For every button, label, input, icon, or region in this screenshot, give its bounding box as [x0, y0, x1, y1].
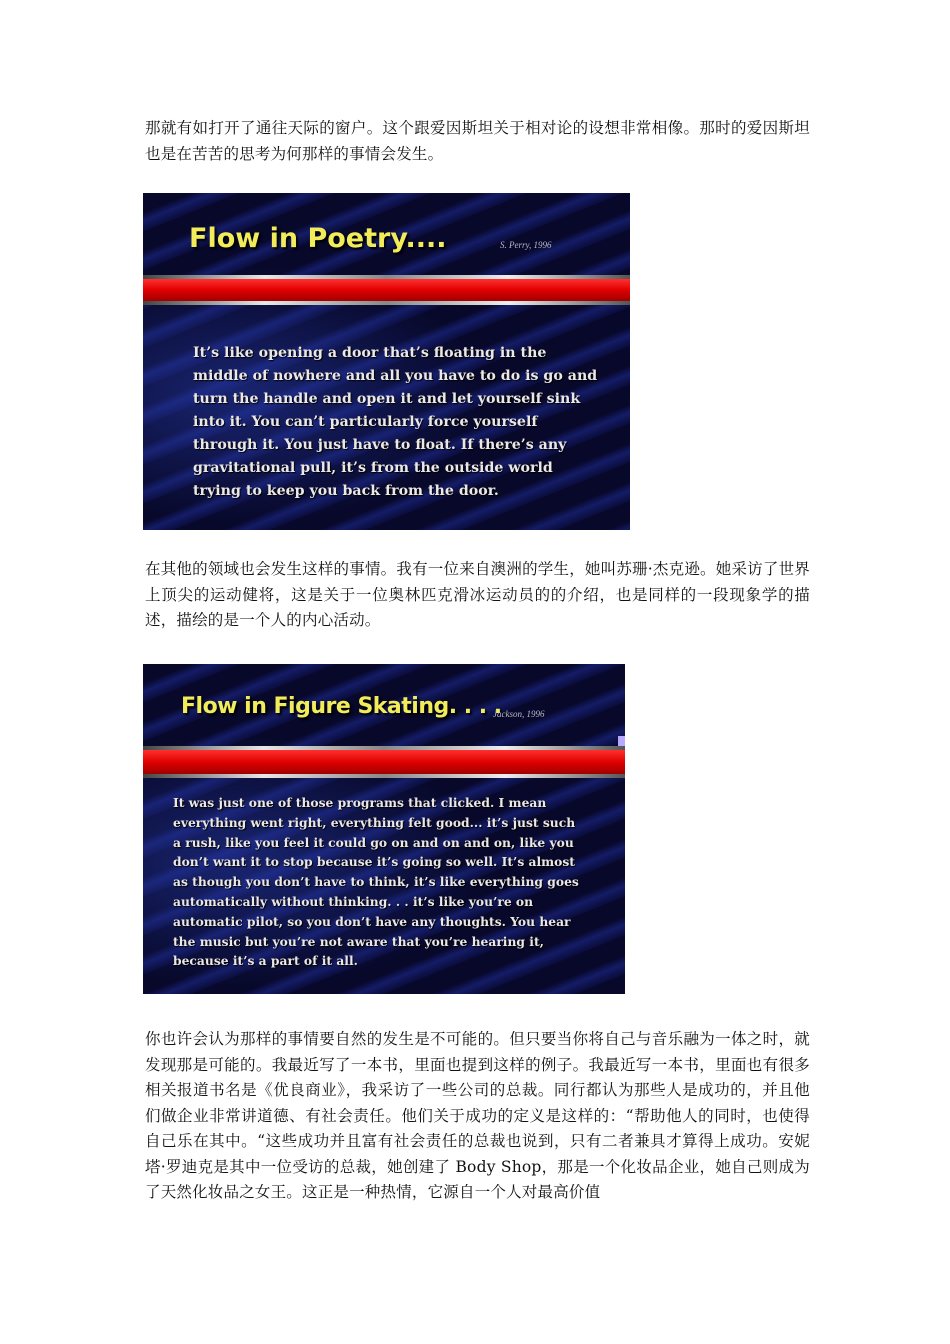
- slide-flow-in-figure-skating: [143, 664, 625, 994]
- slide-quote: It was just one of those programs that clicked. I mean everything went right, everything felt good... it’s just such a rush, like you feel it could go on and on and on, like you don’t want it to stop because it’s going so well. It’s almost as though you don’t have to think, it’s like everything goes automatically without thinking. . . it’s like you’re on automatic pilot, so you don’t have any thoughts. You hear the music but you’re not aware that you’re hearing it, because it’s a part of it all.: [173, 795, 579, 969]
- slide-citation: S. Perry, 1996: [500, 240, 552, 250]
- slide-quote: It’s like opening a door that’s floating in the middle of nowhere and all you have to do is go and turn the handle and open it and let yourself sink into it. You can’t particularly force yourself through it. You just have to float. If there’s any gravitational pull, it’s from the outside world trying to keep you back from the door.: [193, 345, 598, 499]
- slide-divider: [143, 275, 630, 305]
- paragraph-intro: 那就有如打开了通往天际的窗户。这个跟爱因斯坦关于相对论的设想非常相像。那时的爱因斯坦也是在苦苦的思考为何那样的事情会发生。: [145, 119, 810, 163]
- slide-citation: Jackson, 1996: [493, 709, 545, 719]
- slide-title: Flow in Poetry....: [189, 223, 447, 254]
- slide-divider: [143, 746, 625, 778]
- paragraph-good-business: 你也许会认为那样的事情要自然的发生是不可能的。但只要当你将自己与音乐融为一体之时，就发现那是可能的。我最近写了一本书，里面也提到这样的例子。我最近写一本书，里面也有很多相关报道书名是《优良商业》，我采访了一些公司的总裁。同行都认为那些人是成功的，并且他们做企业非常讲道德、有社会责任。他们关于成功的定义是这样的：“帮助他人的同时，也使得自己乐在其中。“这些成功并且富有社会责任的总裁也说到，只有二者兼具才算得上成功。安妮塔·罗迪克是其中一位受访的总裁，她创建了 Body Shop，那是一个化妆品企业，她自己则成为了天然化妆品之女王。这正是一种热情，它源自一个人对最高价值: [145, 1030, 810, 1201]
- slide-flow-in-poetry: [143, 193, 630, 530]
- slide-title: Flow in Figure Skating. . . .: [181, 694, 502, 719]
- paragraph-skating-intro: 在其他的领域也会发生这样的事情。我有一位来自澳洲的学生，她叫苏珊·杰克逊。她采访了世界上顶尖的运动健将，这是关于一位奥林匹克滑冰运动员的的介绍，也是同样的一段现象学的描述，描绘的是一个人的内心活动。: [145, 560, 810, 629]
